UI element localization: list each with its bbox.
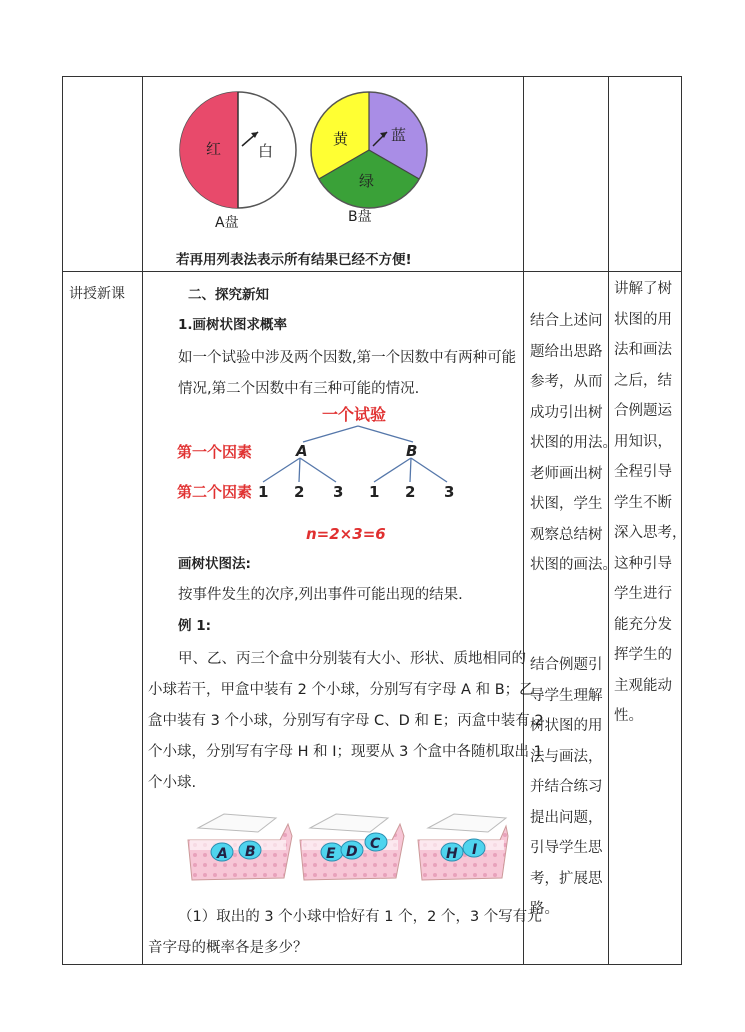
design-note-line: 状图的用	[614, 311, 672, 328]
spinner-b-label-yellow: 黄	[333, 130, 349, 148]
tree-edge-a-2	[299, 458, 300, 482]
top-note: 若再用列表法表示所有结果已经不方便!	[176, 252, 412, 268]
table-divider-2	[523, 76, 524, 965]
teacher-note-1-line: 状图的用法。	[530, 435, 617, 451]
design-note-line: 用知识，	[614, 433, 672, 450]
design-note-line: 全程引导	[614, 464, 672, 480]
teacher-notes-1	[530, 306, 617, 581]
tree-leaf-a1: 1	[258, 483, 269, 501]
tree-edge-root-a	[303, 426, 358, 442]
tree-leaf-b2: 2	[405, 483, 416, 501]
teacher-note-1-line: 观察总结树	[530, 526, 603, 543]
teacher-note-1-line: 老师画出树	[530, 465, 603, 482]
tree-edge-b-2	[410, 458, 411, 482]
teacher-note-1-line: 结合上述问	[530, 313, 603, 329]
ball-d-label: D	[346, 844, 358, 860]
teacher-note-2-line: 引导学生思	[530, 840, 603, 856]
tree-leaf-b3: 3	[444, 483, 455, 501]
spinner-a-label-white: 白	[258, 142, 274, 160]
box-yi-lid	[310, 814, 388, 832]
table-border-bottom	[62, 964, 682, 965]
box-bing	[418, 814, 508, 880]
example-line-5: 个小球.	[148, 775, 197, 791]
box-yi	[300, 814, 404, 880]
spinner-b-caption: B盘	[348, 209, 372, 225]
intro-line-1: 如一个试验中涉及两个因数,第一个因数中有两种可能	[178, 350, 517, 366]
table-border-top	[62, 76, 682, 77]
design-note-line: 挥学生的	[614, 647, 672, 663]
design-note-line: 学生进行	[614, 586, 672, 602]
table-divider-1	[142, 76, 143, 965]
example-line-2: 小球若干，甲盒中装有 2 个小球，分别写有字母 A 和 B；乙	[148, 682, 534, 698]
tree-diagram	[170, 400, 460, 550]
table-row-divider	[62, 271, 682, 272]
method-desc: 按事件发生的次序,列出事件可能出现的结果.	[178, 587, 463, 603]
example-line-4: 个小球，分别写有字母 H 和 I；现要从 3 个盒中各随机取出 1	[148, 744, 543, 760]
ball-b-label: B	[245, 844, 256, 860]
tree-level1-label: 第一个因素	[177, 443, 253, 461]
teacher-notes-2	[530, 650, 603, 925]
design-note-line: 之后，结	[614, 372, 672, 389]
ball-h-label: H	[446, 846, 458, 862]
design-notes	[614, 274, 687, 732]
box-jia-rim	[190, 840, 286, 850]
tree-formula: n=2×3=6	[306, 525, 386, 543]
design-note-line: 主观能动	[614, 677, 672, 694]
tree-edge-a-1	[263, 458, 300, 482]
example-line-3: 盒中装有 3 个小球，分别写有字母 C、D 和 E；丙盒中装有 2	[148, 713, 544, 729]
spinner-b-label-green: 绿	[359, 172, 375, 190]
teacher-note-1-line: 状图，学生	[530, 496, 603, 512]
teacher-note-1-line: 题给出思路	[530, 343, 603, 360]
teacher-note-2-line: 考，扩展思	[530, 870, 603, 887]
box-jia	[188, 814, 292, 880]
table-border-left	[62, 76, 63, 965]
teacher-note-1-line: 状图的画法。	[530, 557, 617, 573]
box-jia-lid	[198, 814, 276, 832]
tree-node-a: A	[296, 442, 308, 460]
ball-i-label: I	[472, 842, 478, 858]
teacher-note-1-line: 参考，从而	[530, 374, 603, 390]
question-line-1: （1）取出的 3 个小球中恰好有 1 个，2 个，3 个写有元	[178, 909, 542, 925]
ball-e-label: E	[326, 846, 336, 862]
teacher-note-2-line: 结合例题引	[530, 657, 603, 673]
spinner-b	[307, 88, 431, 212]
section-title: 二、探究新知	[188, 287, 269, 303]
tree-edge-b-3	[411, 458, 447, 482]
tree-leaf-a2: 2	[294, 483, 305, 501]
design-note-line: 深入思考，	[614, 525, 687, 541]
spinner-a-caption: A盘	[215, 215, 239, 231]
design-note-line: 能充分发	[614, 616, 672, 633]
design-note-line: 法和画法	[614, 342, 672, 358]
teacher-note-2-line: 树状图的用	[530, 718, 603, 734]
subsection-title: 1.画树状图求概率	[178, 317, 288, 333]
method-title: 画树状图法:	[178, 556, 251, 572]
box-bing-lid	[428, 814, 506, 832]
design-note-line: 合例题运	[614, 403, 672, 419]
tree-edge-a-3	[300, 458, 336, 482]
section-label: 讲授新课	[69, 286, 125, 302]
example-title: 例 1:	[178, 618, 211, 634]
design-note-line: 性。	[614, 708, 643, 724]
tree-leaf-a3: 3	[333, 483, 344, 501]
spinner-a	[176, 88, 300, 212]
ball-c-label: C	[370, 836, 381, 852]
tree-edge-root-b	[358, 426, 413, 442]
teacher-note-2-line: 导学生理解	[530, 687, 603, 704]
tree-edge-b-1	[374, 458, 411, 482]
ball-a-label: A	[217, 846, 228, 862]
teacher-note-2-line: 并结合练习	[530, 779, 603, 795]
teacher-note-2-line: 路。	[530, 901, 559, 917]
design-note-line: 学生不断	[614, 494, 672, 511]
tree-leaf-b1: 1	[369, 483, 380, 501]
intro-line-2: 情况,第二个因数中有三种可能的情况.	[178, 381, 420, 397]
tree-root: 一个试验	[322, 405, 387, 424]
spinner-b-label-blue: 蓝	[391, 126, 407, 144]
design-note-line: 讲解了树	[614, 281, 672, 297]
question-line-2: 音字母的概率各是多少？	[148, 940, 308, 956]
spinner-a-label-red: 红	[206, 140, 222, 158]
example-line-1: 甲、乙、丙三个盒中分别装有大小、形状、质地相同的	[178, 651, 526, 667]
teacher-note-2-line: 提出问题，	[530, 809, 603, 826]
tree-node-b: B	[406, 442, 418, 460]
design-note-line: 这种引导	[614, 555, 672, 572]
tree-level2-label: 第二个因素	[177, 483, 253, 501]
teacher-note-2-line: 法与画法，	[530, 748, 603, 765]
ball-boxes	[180, 810, 510, 892]
teacher-note-1-line: 成功引出树	[530, 404, 603, 421]
